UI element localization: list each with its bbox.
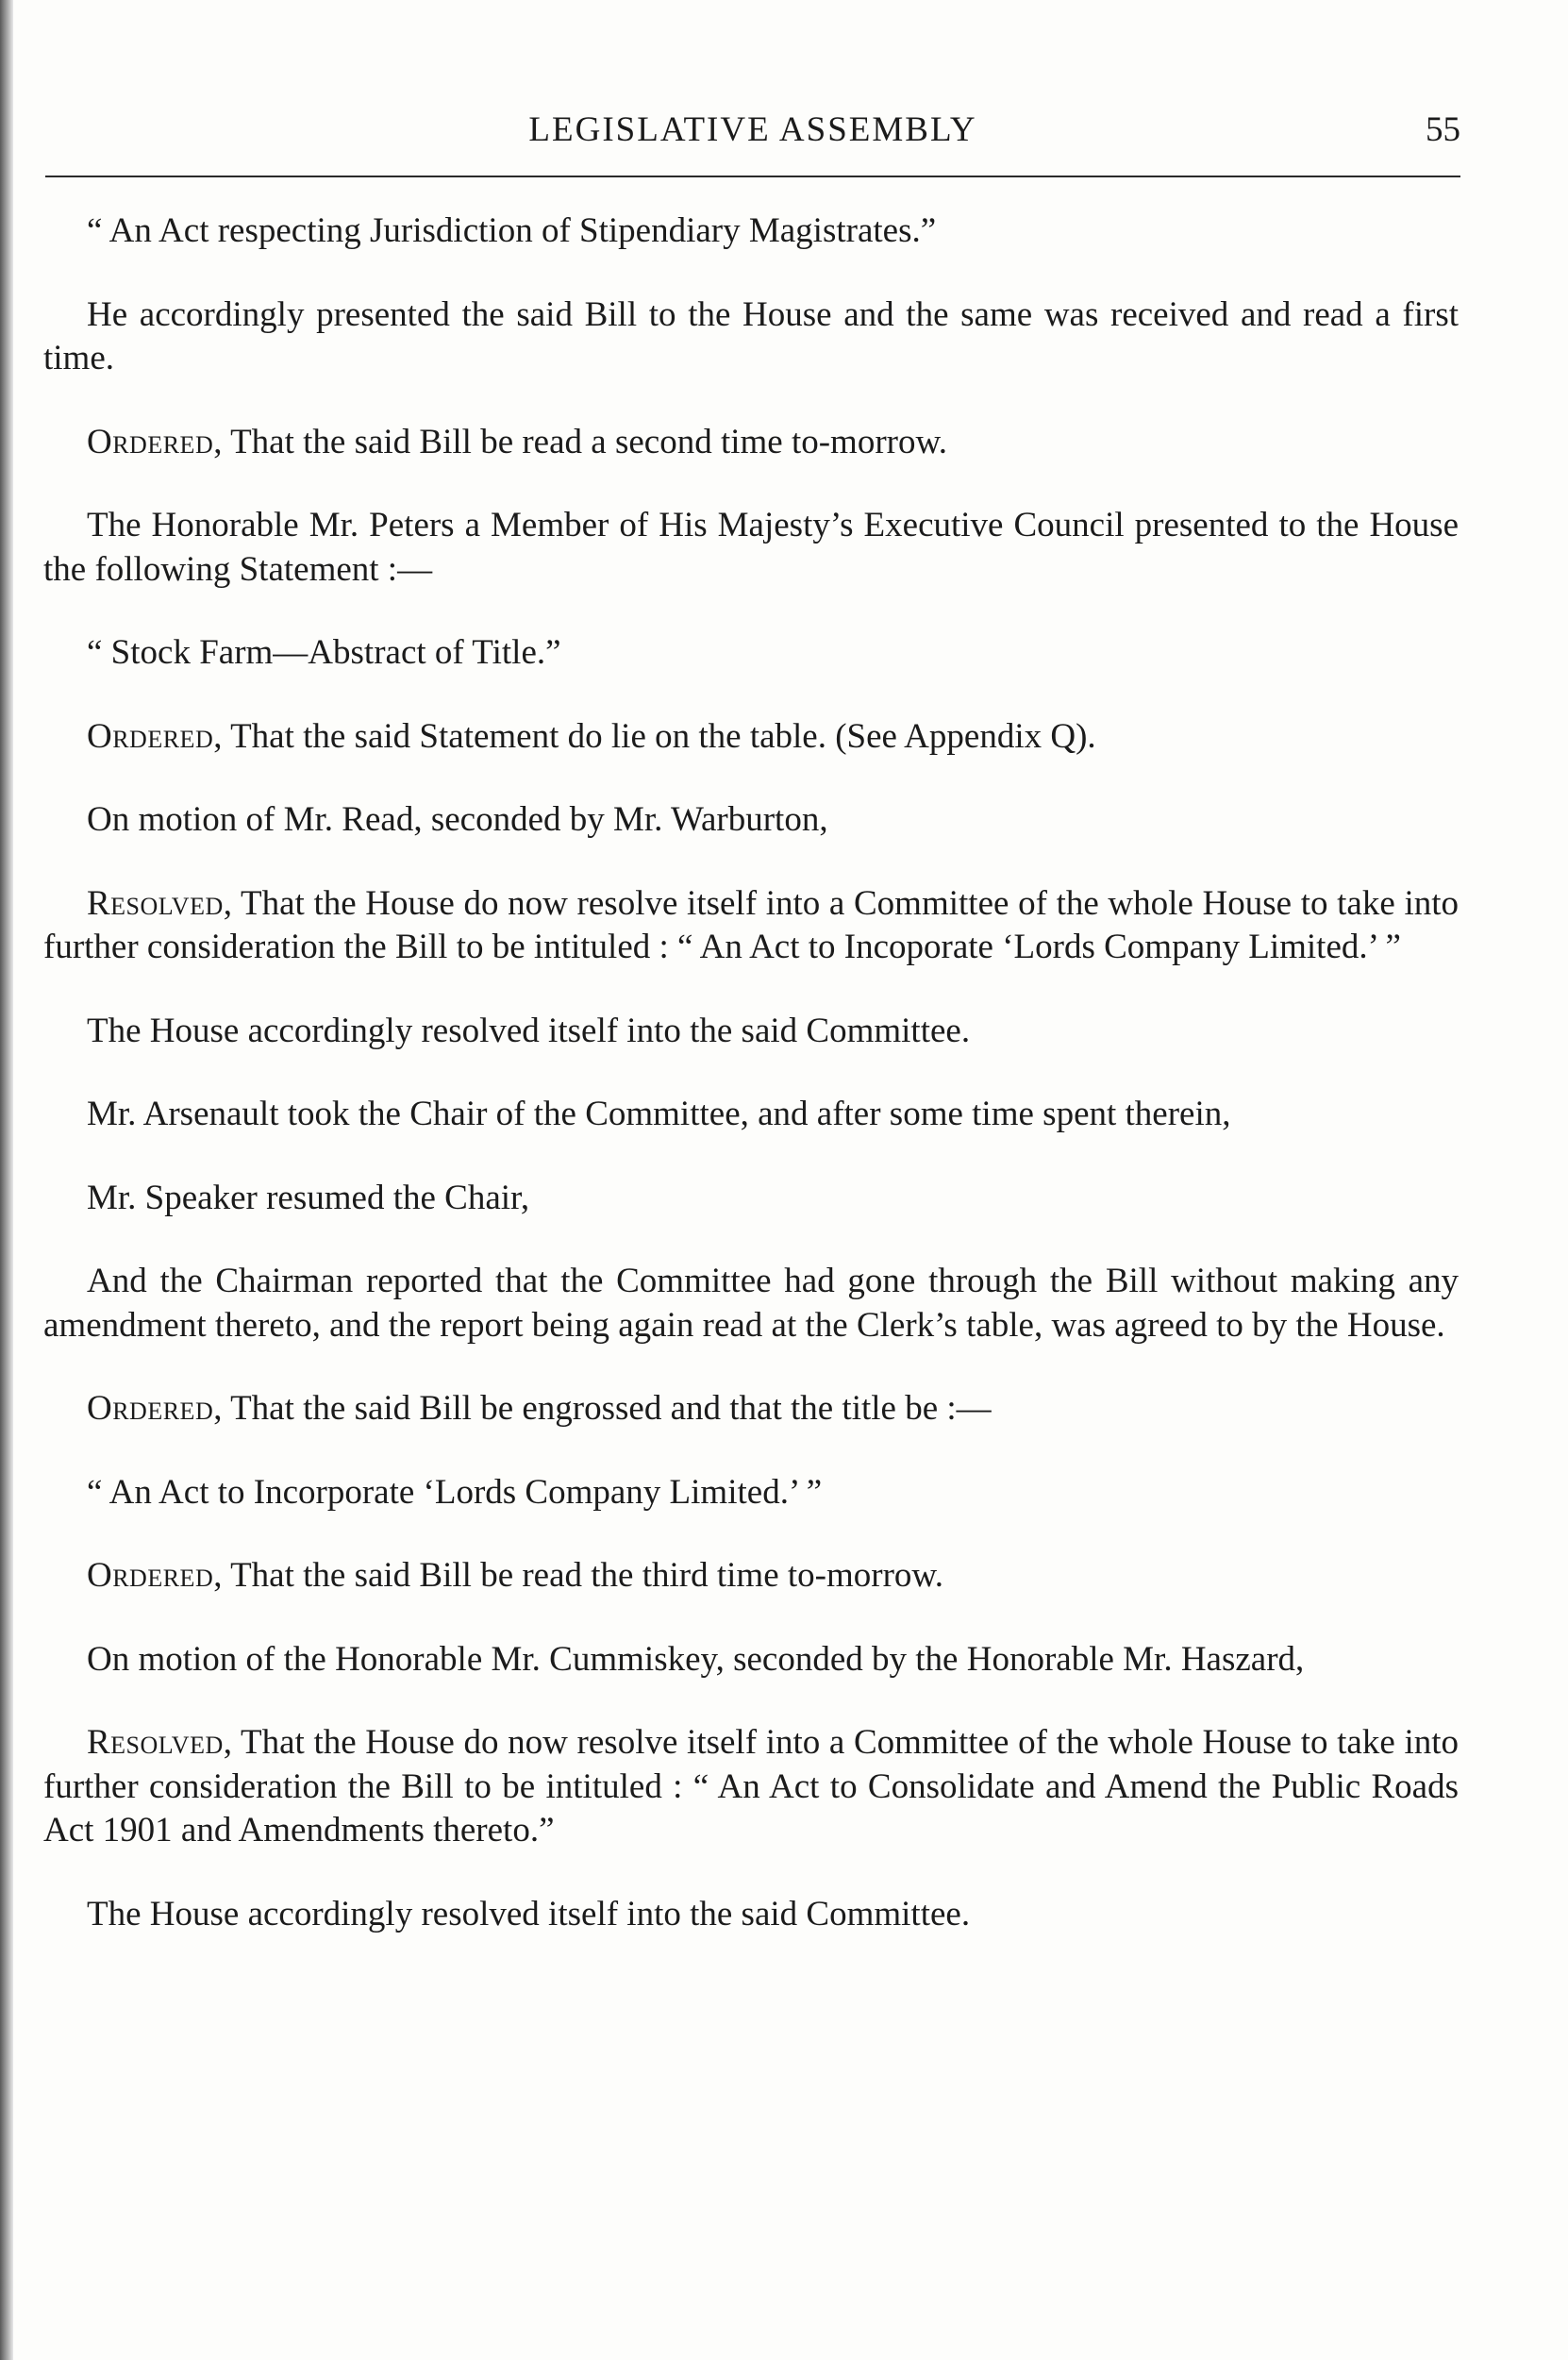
paragraph-text: “ An Act respecting Jurisdiction of Stipendiary Magistrates.” xyxy=(87,211,937,250)
paragraph xyxy=(43,1893,1459,1937)
paragraph xyxy=(43,798,1459,843)
paragraph-text: Mr. Arsenault took the Chair of the Committee, and after some time spent therein, xyxy=(87,1095,1231,1133)
paragraph-text: , That the said Statement do lie on the table. (See Appendix Q). xyxy=(213,716,1096,756)
paragraph-text: And the Chairman reported that the Committee had gone through the Bill without making any amendment thereto, and the report being again read at the Clerk’s table, was agreed to by the House. xyxy=(43,1262,1459,1345)
paragraph-text: “ An Act to Incorporate ‘Lords Company Limited.’ ” xyxy=(87,1472,823,1512)
paragraph-text: , That the said Bill be read the third time to-morrow. xyxy=(213,1556,943,1595)
paragraph-text: , That the House do now resolve itself into a Committee of the whole House to take into further consideration the Bill to be intituled : “ An Act to Incoporate ‘Lords Company Limited.’ ” xyxy=(43,883,1459,966)
paragraph-text: , That the said Bill be read a second time to-morrow. xyxy=(213,422,948,461)
paragraph xyxy=(43,1554,1459,1598)
paragraph-text: On motion of the Honorable Mr. Cummiskey, seconded by the Honorable Mr. Haszard, xyxy=(87,1639,1305,1679)
paragraph-text: On motion of Mr. Read, seconded by Mr. Warburton, xyxy=(87,800,828,839)
paragraph xyxy=(43,1638,1459,1682)
paragraph-lead: Ordered xyxy=(87,716,214,756)
paragraph xyxy=(43,421,1459,465)
paragraph-text: The House accordingly resolved itself into the said Committee. xyxy=(87,1894,971,1933)
paragraph-text: “ Stock Farm—Abstract of Title.” xyxy=(87,633,561,672)
paragraph-lead: Resolved xyxy=(87,1723,224,1762)
paragraph xyxy=(43,504,1459,592)
body-text xyxy=(43,209,1459,1976)
page-spine-shadow xyxy=(0,0,13,2360)
paragraph xyxy=(43,882,1459,970)
paragraph xyxy=(43,1177,1459,1221)
paragraph-lead: Ordered xyxy=(87,1389,214,1428)
running-header xyxy=(45,102,1460,159)
page-number: 55 xyxy=(1426,110,1460,149)
paragraph xyxy=(43,1387,1459,1431)
paragraph xyxy=(43,1093,1459,1137)
paragraph xyxy=(43,1260,1459,1347)
paragraph xyxy=(43,209,1459,254)
paragraph-text: The House accordingly resolved itself into the said Committee. xyxy=(87,1011,971,1050)
paragraph-lead: Ordered xyxy=(87,422,214,461)
paragraph-lead: Resolved xyxy=(87,883,224,923)
paragraph xyxy=(43,631,1459,676)
paragraph xyxy=(43,715,1459,760)
paragraph-text: , That the said Bill be engrossed and that the title be :— xyxy=(213,1389,992,1428)
paragraph xyxy=(43,1721,1459,1853)
paragraph-text: Mr. Speaker resumed the Chair, xyxy=(87,1178,530,1217)
paragraph-text: , That the House do now resolve itself into a Committee of the whole House to take into further consideration the Bill to be intituled : “ An Act to Consolidate and Amend the Public Roads Act 1901 and Amendments thereto.” xyxy=(43,1723,1459,1850)
paragraph xyxy=(43,1010,1459,1054)
header-rule xyxy=(45,176,1460,177)
paragraph-lead: Ordered xyxy=(87,1556,214,1595)
paragraph-text: He accordingly presented the said Bill to the House and the same was received and read a first time. xyxy=(43,294,1459,377)
paragraph xyxy=(43,1471,1459,1515)
header-title: LEGISLATIVE ASSEMBLY xyxy=(528,110,977,149)
paragraph xyxy=(43,293,1459,381)
paragraph-text: The Honorable Mr. Peters a Member of His Majesty’s Executive Council presented to the House the following Statement :— xyxy=(43,506,1459,589)
